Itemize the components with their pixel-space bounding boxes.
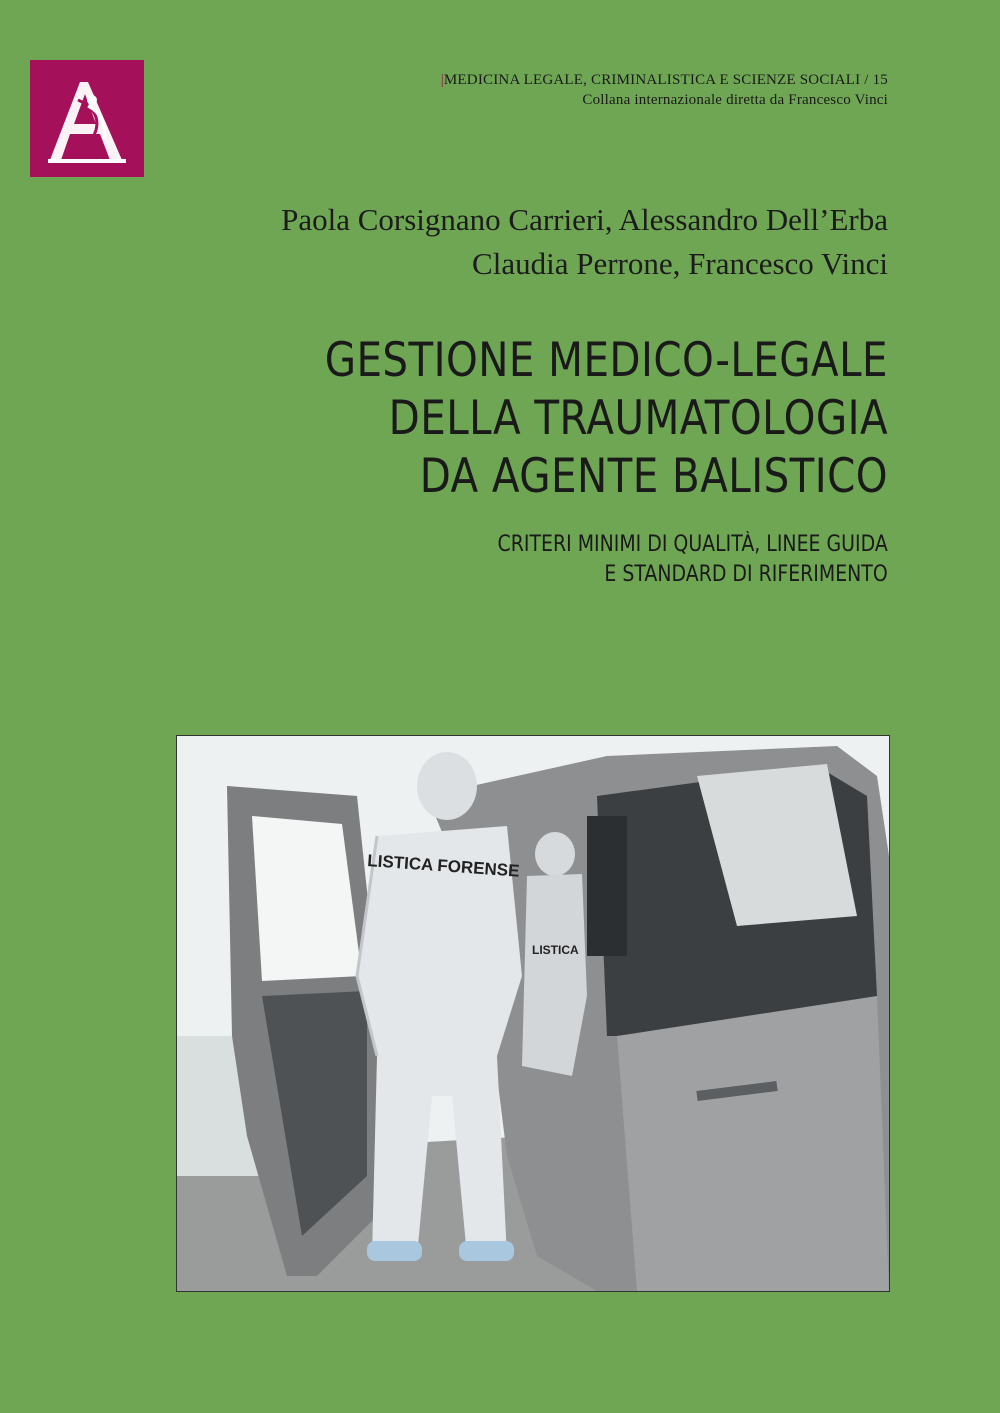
publisher-logo	[30, 60, 144, 177]
book-subtitle	[498, 530, 888, 590]
series-name-text: MEDICINA LEGALE, CRIMINALISTICA E SCIENZE SOCIALI / 15	[443, 72, 888, 88]
authors-line-1: Paola Corsignano Carrieri, Alessandro Dell’Erba	[281, 202, 888, 237]
book-title	[325, 332, 888, 506]
series-info	[441, 70, 888, 110]
series-marker: |	[440, 72, 444, 88]
series-description: Collana internazionale diretta da Francesco Vinci	[582, 92, 888, 108]
subtitle-line-2: E STANDARD DI RIFERIMENTO	[604, 562, 888, 587]
aracne-logo-icon	[30, 60, 144, 177]
title-line-1: GESTIONE MEDICO-LEGALE	[324, 333, 888, 388]
authors	[281, 198, 888, 286]
title-line-3: DA AGENTE BALISTICO	[419, 449, 888, 504]
subtitle-line-1: CRITERI MINIMI DI QUALITÀ, LINEE GUIDA	[497, 532, 888, 557]
forensic-scene-image	[177, 736, 889, 1291]
suit-label-front: LISTICA FORENSE	[366, 851, 521, 881]
authors-line-2: Claudia Perrone, Francesco Vinci	[472, 246, 888, 281]
series-name	[441, 70, 888, 90]
cover-photo	[176, 735, 890, 1292]
title-line-2: DELLA TRAUMATOLOGIA	[388, 391, 888, 446]
suit-label-back: LISTICA	[532, 943, 579, 957]
